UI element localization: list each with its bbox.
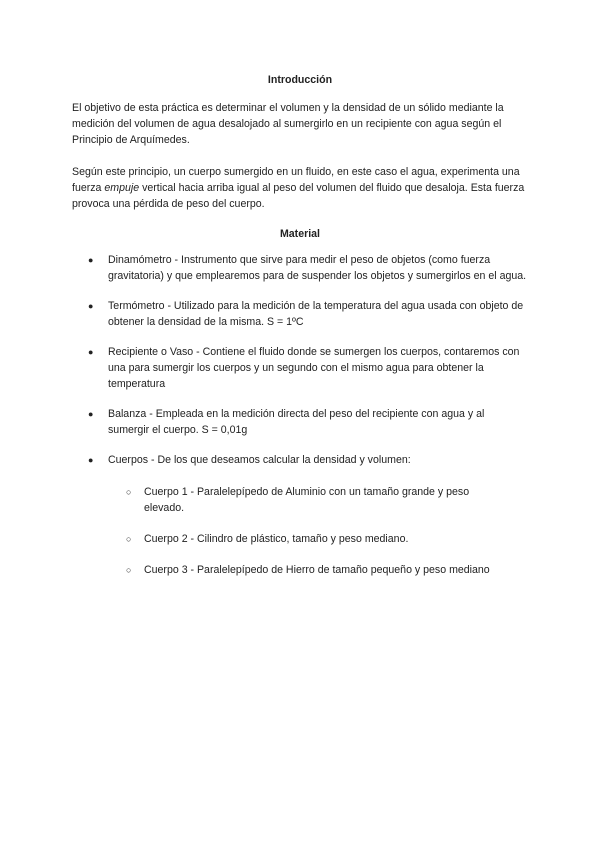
intro-heading: Introducción — [267, 74, 333, 86]
bullet-icon: ● — [88, 347, 94, 357]
sub-bullet-icon: ○ — [126, 565, 132, 575]
material-item-dinamometro — [72, 252, 528, 284]
intro-paragraph-2 — [72, 164, 528, 212]
sub-item-text: Cuerpo 3 - Paralelepípedo de Hierro de tamaño pequeño y peso mediano — [144, 564, 490, 576]
material-item-text: Balanza - Empleada en la medición directa del peso del recipiente con agua y al sumergir el cuerpo. S = 0,01g — [108, 408, 485, 436]
material-heading: Material — [279, 228, 321, 240]
material-item-text: Termómetro - Utilizado para la medición de la temperatura del agua usada con objeto de obtener la densidad de la misma. S = 1ºC — [108, 300, 524, 328]
intro-paragraph-2-emphasis: empuje — [104, 182, 140, 194]
sub-item-cuerpo-3 — [72, 562, 492, 578]
material-item-cuerpos — [72, 452, 528, 578]
bullet-icon: ● — [88, 255, 94, 265]
intro-paragraph-1: El objetivo de esta práctica es determinar el volumen y la densidad de un sólido mediante la medición del volumen de agua desalojado al sumergirlo en un recipiente con agua según el Principio de Arquímedes. — [72, 102, 504, 146]
material-list — [72, 252, 528, 578]
material-item-balanza — [72, 406, 528, 438]
material-item-text: Dinamómetro - Instrumento que sirve para medir el peso de objetos (como fuerza gravitatoria) y que emplearemos para de suspender los objetos y sumergirlos en el agua. — [108, 254, 527, 282]
cuerpos-sublist — [108, 484, 528, 578]
sub-item-cuerpo-1 — [72, 484, 492, 516]
sub-item-text: Cuerpo 1 - Paralelepípedo de Aluminio con un tamaño grande y peso elevado. — [144, 486, 470, 514]
sub-item-text: Cuerpo 2 - Cilindro de plástico, tamaño y peso mediano. — [144, 533, 409, 545]
sub-bullet-icon: ○ — [126, 487, 132, 497]
material-item-text: Cuerpos - De los que deseamos calcular la densidad y volumen: — [108, 454, 411, 466]
bullet-icon: ● — [88, 301, 94, 311]
bullet-icon: ● — [88, 409, 94, 419]
bullet-icon: ● — [88, 455, 94, 465]
sub-item-cuerpo-2 — [72, 531, 492, 547]
material-item-text: Recipiente o Vaso - Contiene el fluido donde se sumergen los cuerpos, contaremos con una para sumergir los cuerpos y un segundo con el mismo agua para obtener la temperatura — [108, 346, 520, 390]
intro-paragraph-2-end: vertical hacia arriba igual al peso del volumen del fluido que desaloja. Esta fuerza provoca una pérdida de peso del cuerpo. — [72, 182, 525, 210]
sub-bullet-icon: ○ — [126, 534, 132, 544]
material-item-termometro — [72, 298, 528, 330]
material-item-recipiente — [72, 344, 528, 392]
intro-paragraph-2-start: Según este principio, un cuerpo sumergido en un fluido, en este caso el agua, experimenta una fuerza — [72, 166, 520, 194]
document-content — [72, 72, 528, 593]
